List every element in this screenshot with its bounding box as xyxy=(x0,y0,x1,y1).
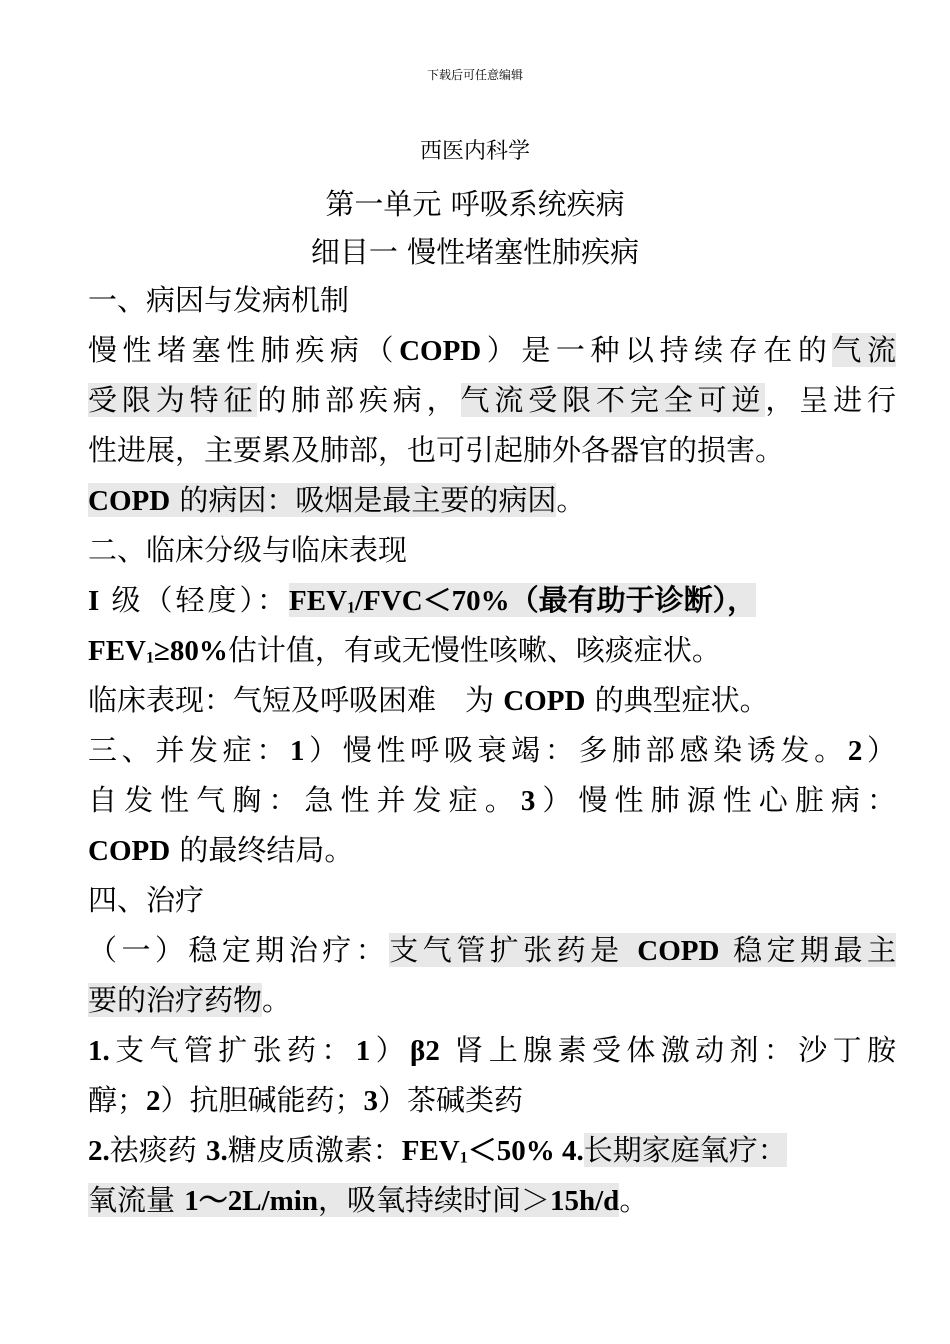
text-span: ）茶碱类药 xyxy=(378,1083,524,1117)
text-span: 1 xyxy=(290,735,305,767)
paragraph-line xyxy=(88,782,896,819)
text-span: ≥80% xyxy=(153,635,228,667)
text-span: 。 xyxy=(556,483,586,517)
section-heading-classification: 二、临床分级与临床表现 xyxy=(88,533,408,567)
text-span: 糖皮质激素： xyxy=(227,1133,402,1167)
text-span: 2. xyxy=(88,1135,110,1167)
highlight-span: 要的治疗药物 xyxy=(88,983,263,1017)
text-span: 三、并发症： xyxy=(88,733,290,767)
text-span: 的典型症状。 xyxy=(585,683,769,717)
text-span: 临床表现：气短及呼吸困难 为 xyxy=(88,683,504,717)
highlight-span: 的病因：吸烟是最主要的病因 xyxy=(170,483,557,517)
text-span: 醇； xyxy=(88,1083,147,1117)
text-span: 自发性气胸：急性并发症。 xyxy=(88,783,521,817)
text-span: ） xyxy=(862,733,896,767)
highlight-span: ，吸氧持续时间＞ xyxy=(317,1183,550,1217)
paragraph-line xyxy=(88,382,896,418)
text-span: FEV xyxy=(88,635,146,667)
paragraph-line xyxy=(88,1082,523,1119)
subscript: 1 xyxy=(146,649,154,667)
text-span: ） xyxy=(370,1033,411,1067)
text-span: β2 xyxy=(410,1035,440,1067)
text-span: 的最终结局。 xyxy=(170,833,354,867)
subscript: 1 xyxy=(459,1149,468,1167)
page-header: 下载后可任意编辑 xyxy=(426,68,523,82)
text-span: COPD xyxy=(503,685,586,717)
text-span: 祛痰药 xyxy=(109,1133,206,1167)
subject-title: 西医内科学 xyxy=(419,139,530,164)
text-span: FEV xyxy=(401,1135,460,1167)
text-span: 2 xyxy=(847,735,863,767)
text-span: 的肺部疾病， xyxy=(257,383,461,417)
paragraph-line xyxy=(88,932,896,969)
paragraph-line xyxy=(88,582,896,626)
text-span: COPD xyxy=(88,485,171,517)
text-span: COPD xyxy=(399,335,482,367)
text-span: ）抗胆碱能药； xyxy=(160,1083,364,1117)
text-span: 1. xyxy=(88,1035,110,1067)
paragraph-line xyxy=(88,1182,648,1219)
highlight-span: 氧流量 xyxy=(88,1183,185,1217)
text-span: （一）稳定期治疗： xyxy=(88,933,390,967)
highlight-span: 受限为特征 xyxy=(88,383,258,417)
paragraph-line xyxy=(88,682,769,719)
highlight-span: /FVC＜70%（最有助于诊断）， xyxy=(354,585,757,617)
text-span: 肾上腺素受体激动剂：沙丁胺 xyxy=(439,1033,896,1067)
subscript: 1 xyxy=(347,599,355,617)
text-span: I xyxy=(88,585,100,617)
highlight-span: FEV xyxy=(289,585,348,617)
text-span: ）是一种以持续存在的 xyxy=(481,333,833,367)
text-span: 级（轻度）： xyxy=(99,583,290,617)
text-span: 。 xyxy=(262,983,292,1017)
highlight-span: 支气管扩张药是 xyxy=(389,933,638,967)
paragraph-line xyxy=(88,1132,896,1176)
text-span: ）慢性呼吸衰竭：多肺部感染诱发。 xyxy=(304,733,848,767)
text-span: 3 xyxy=(520,785,536,817)
text-span: 。 xyxy=(619,1183,649,1217)
unit-title: 第一单元 呼吸系统疾病 xyxy=(325,187,625,221)
highlight-span: 15h/d xyxy=(549,1185,620,1217)
text-span: 2 xyxy=(146,1085,161,1117)
highlight-span: 稳定期最主 xyxy=(719,933,896,967)
item-title: 细目一 慢性堵塞性肺疾病 xyxy=(310,235,640,269)
highlight-span: COPD xyxy=(637,935,720,967)
text-span: 慢性堵塞性肺疾病（ xyxy=(88,333,400,367)
paragraph-line xyxy=(88,1032,896,1069)
text-span: ＜50% 4. xyxy=(467,1135,584,1167)
text-span: ，呈进行 xyxy=(765,383,896,417)
text-span: 3 xyxy=(363,1085,379,1117)
text-span: 3. xyxy=(205,1135,228,1167)
paragraph-line xyxy=(88,732,896,769)
section-heading-etiology: 一、病因与发病机制 xyxy=(88,283,350,317)
paragraph-line xyxy=(88,332,896,369)
text-span: 估计值，有或无慢性咳嗽、咳痰症状。 xyxy=(227,633,721,667)
text-span: COPD xyxy=(88,835,171,867)
text-span: 1 xyxy=(355,1035,371,1067)
paragraph-line xyxy=(88,482,585,519)
highlight-span: 气流受限不完全可逆 xyxy=(460,383,766,417)
paragraph-line xyxy=(88,832,353,869)
paragraph-line xyxy=(88,982,291,1018)
section-heading-treatment: 四、治疗 xyxy=(88,883,205,917)
text-span: 支气管扩张药： xyxy=(109,1033,356,1067)
highlight-span: 长期家庭氧疗： xyxy=(583,1133,787,1167)
paragraph-line xyxy=(88,632,721,676)
highlight-span: 1～2L/min xyxy=(184,1185,318,1217)
paragraph-line: 性进展，主要累及肺部，也可引起肺外各器官的损害。 xyxy=(88,433,785,467)
text-span: ）慢性肺源性心脏病： xyxy=(535,783,896,817)
highlight-span: 气流 xyxy=(832,333,896,367)
